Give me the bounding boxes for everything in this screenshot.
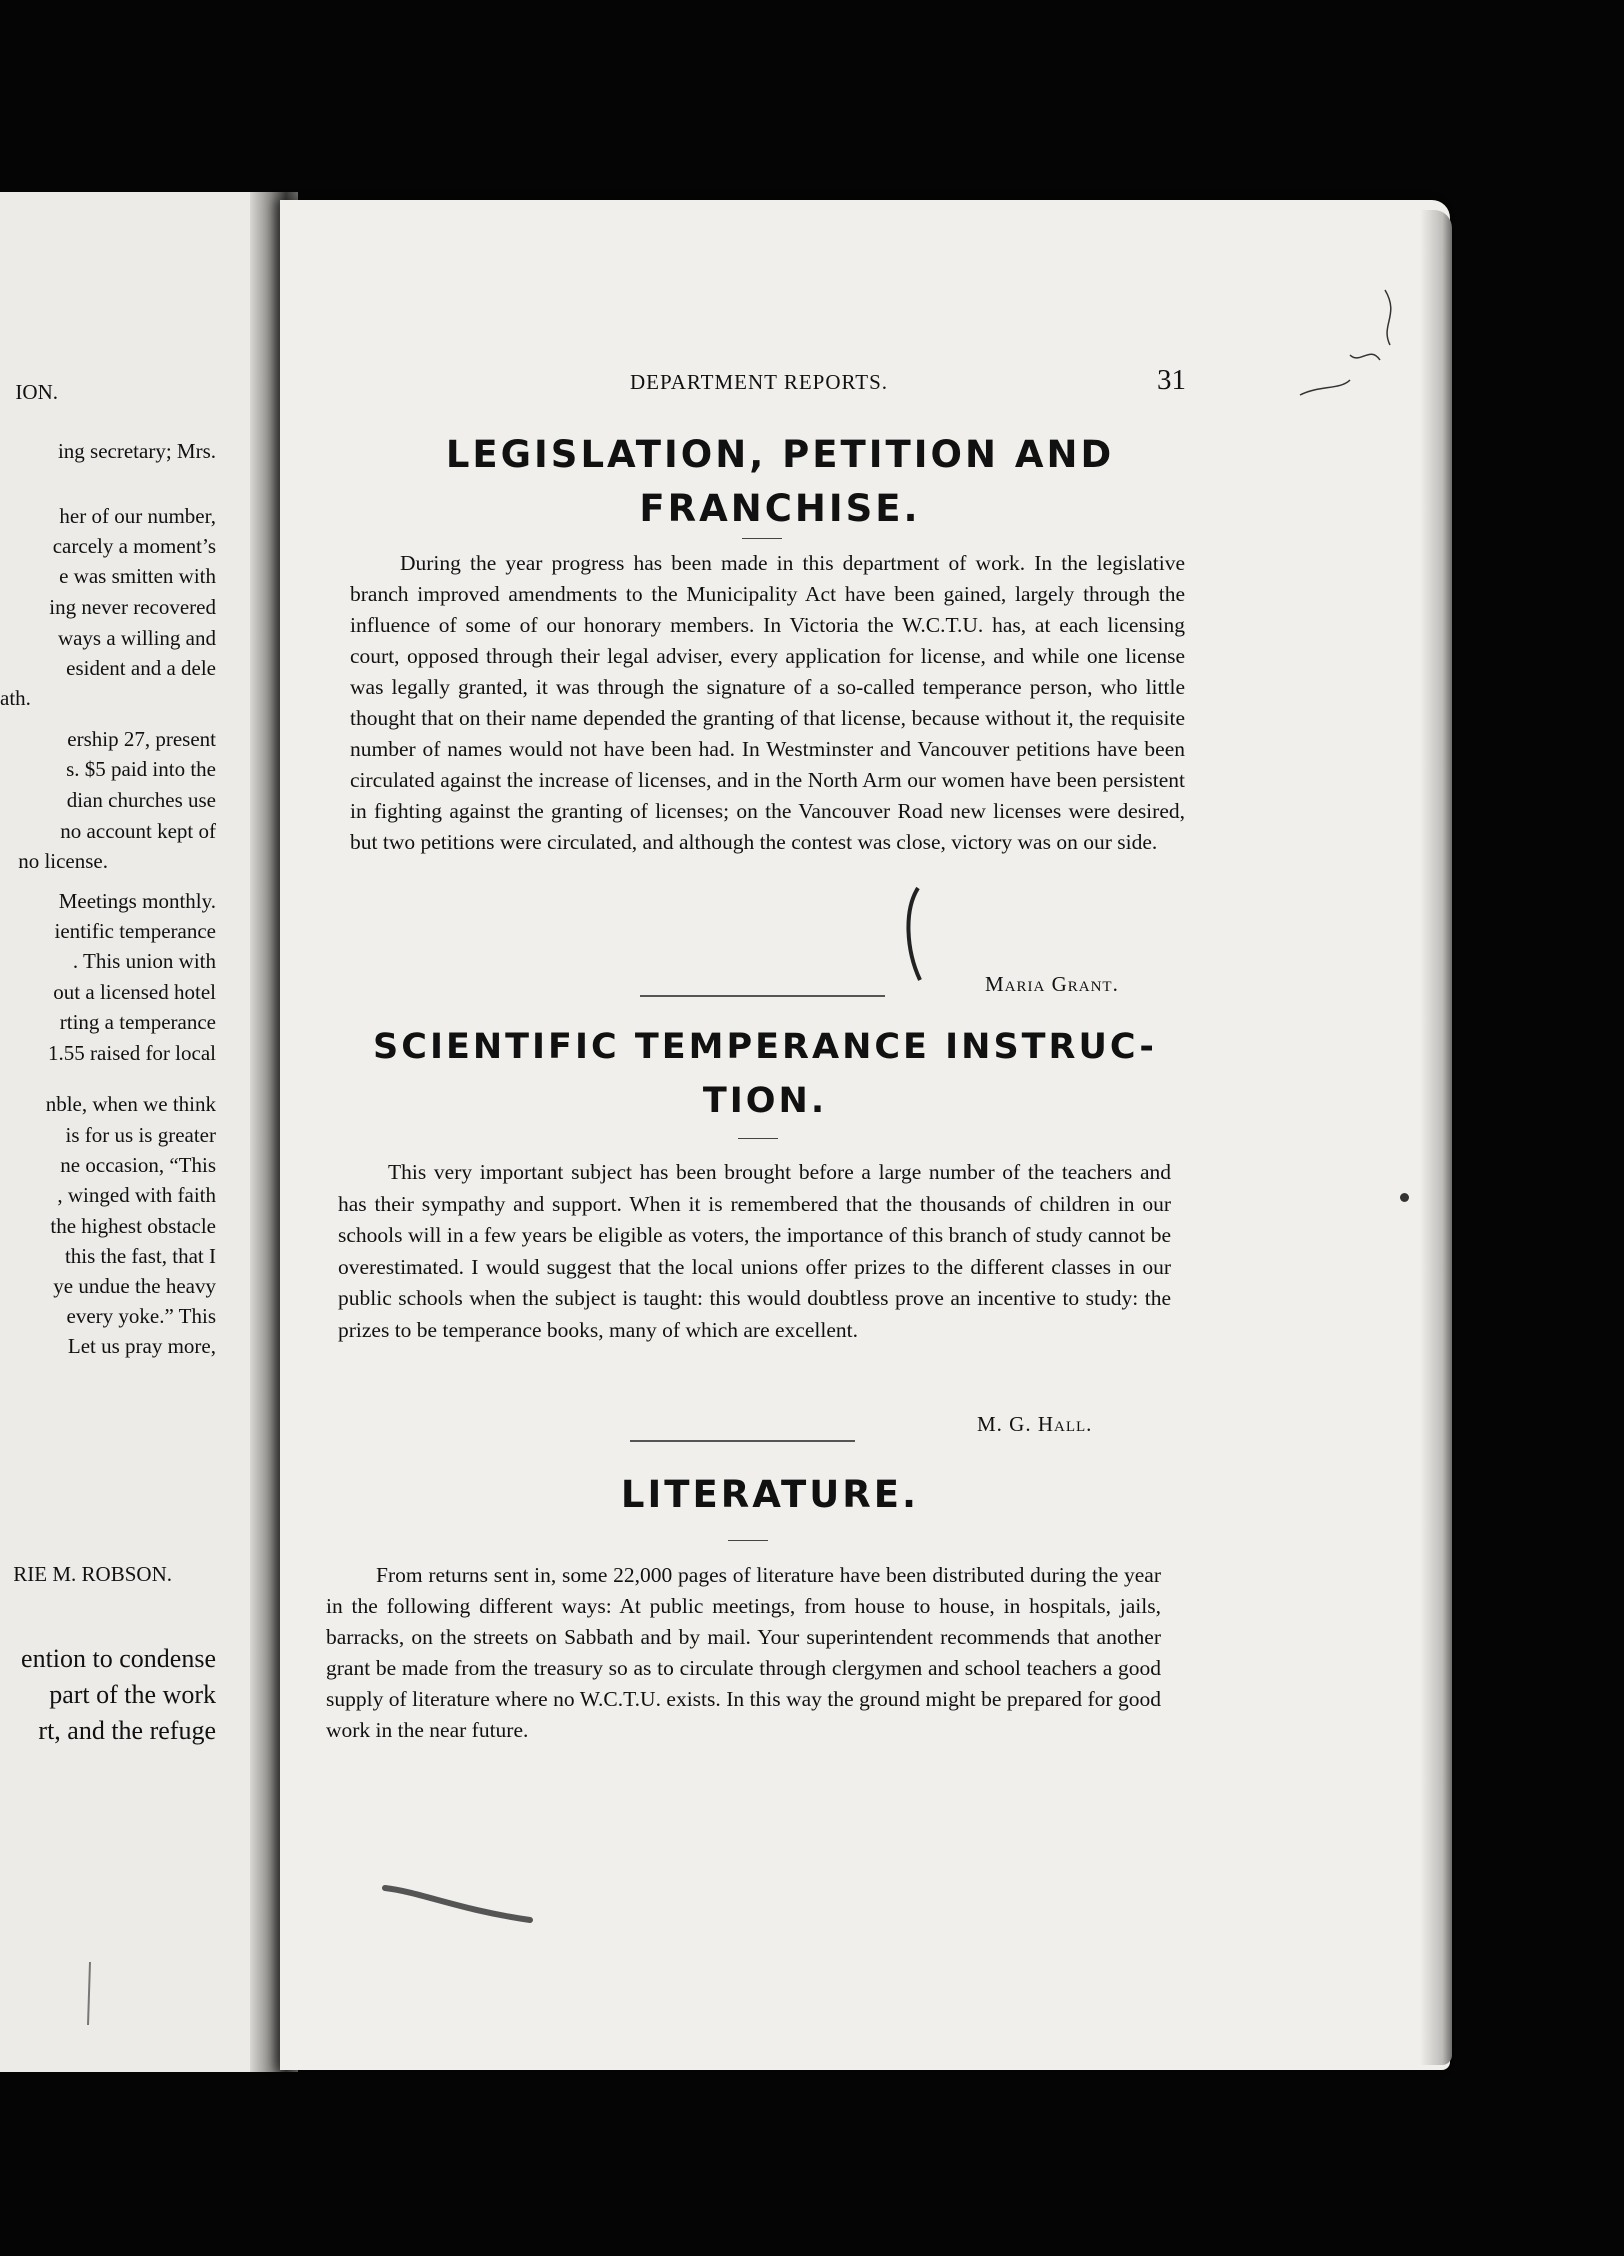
- section-divider: [640, 995, 885, 997]
- section-body-literature: [326, 1560, 1161, 1746]
- left-line: every yoke.” This: [66, 1304, 216, 1328]
- paragraph: During the year progress has been made in this department of work. In the legislative branch improved amendments to the Municipality Act have been gained, largely through the influence of some of our honorary members. In Victoria the W.C.T.U. has, at each licensing court, opposed through their legal adviser, every application for license, and while one license was legally granted, it was through the signature of a so-called temperance person, who little thought that on their name depended the granting of that license, because without it, the requisite number of names would not have been had. In Westminster and Vancouver petitions have been circulated against the increase of licenses, and in the North Arm our women have been persistent in fighting against the granting of licenses; on the Vancouver Road new licenses were desired, but two petitions were circulated, and although the contest was close, victory was on our side.: [350, 551, 1185, 854]
- left-line: ne occasion, “This: [60, 1153, 216, 1177]
- left-line: part of the work: [49, 1680, 216, 1709]
- left-line: ION.: [15, 380, 58, 404]
- left-line: esident and a dele: [66, 656, 216, 680]
- left-line: ath.: [0, 686, 31, 710]
- section-title-literature: [380, 1468, 1160, 1522]
- title-rule: [738, 1138, 778, 1139]
- left-line: Meetings monthly.: [58, 889, 216, 913]
- signature-m-g-hall: M. G. Hall.: [977, 1412, 1093, 1436]
- left-line: . This union with: [72, 949, 216, 973]
- section-title-scientific-temperance: [360, 1020, 1170, 1128]
- left-line: rt, and the refuge: [38, 1716, 216, 1745]
- section-title-line: LITERATURE.: [620, 1473, 920, 1516]
- left-line: Let us pray more,: [67, 1334, 216, 1358]
- ink-smudge: [380, 1880, 540, 1940]
- facing-page-left: [0, 192, 270, 2072]
- left-line: no license.: [18, 849, 108, 873]
- section-title-line: TION.: [702, 1081, 828, 1121]
- left-signature: RIE M. ROBSON.: [13, 1562, 172, 1586]
- title-rule: [742, 538, 782, 539]
- section-title-line: FRANCHISE.: [639, 487, 921, 530]
- left-line: her of our number,: [59, 504, 216, 528]
- left-line: ing secretary; Mrs.: [57, 439, 216, 463]
- left-line: e was smitten with: [59, 564, 216, 588]
- left-line: this the fast, that I: [64, 1244, 216, 1268]
- left-line: carcely a moment’s: [52, 534, 216, 558]
- left-line: ership 27, present: [67, 727, 216, 751]
- left-line: the highest obstacle: [50, 1214, 216, 1238]
- title-rule: [728, 1540, 768, 1541]
- left-line: dian churches use: [66, 788, 216, 812]
- left-line: 1.55 raised for local: [48, 1041, 216, 1065]
- left-line: nble, when we think: [45, 1092, 216, 1116]
- section-title-line: LEGISLATION, PETITION AND: [445, 433, 1115, 476]
- section-body-legislation: [350, 548, 1185, 858]
- ink-scribble: [1290, 285, 1410, 405]
- left-line: s. $5 paid into the: [66, 757, 216, 781]
- left-line: ways a willing and: [57, 626, 216, 650]
- section-body-scientific-temperance: [338, 1157, 1171, 1346]
- left-line: is for us is greater: [65, 1123, 216, 1147]
- paragraph: This very important subject has been brought before a large number of the teachers and has their sympathy and support. When it is remembered that the thousands of children in our schools will in a few years be eligible as voters, the importance of this branch of study cannot be overestimated. I would suggest that the local unions offer prizes to the different classes in our public schools when the subject is taught: this would doubtless prove an incentive to study: the prizes to be temperance books, many of which are excellent.: [338, 1160, 1171, 1342]
- signature-maria-grant: Maria Grant.: [985, 972, 1119, 996]
- page-edge-shadow: [1420, 210, 1452, 2065]
- left-line: no account kept of: [60, 819, 216, 843]
- page-number: 31: [1157, 364, 1186, 396]
- ink-dot: [1400, 1193, 1409, 1202]
- paragraph: From returns sent in, some 22,000 pages of literature have been distributed during the year in the following different ways: At public meetings, from house to house, in hospitals, jails, barracks, on the streets on Sabbath and by mail. Your superintendent recommends that another grant be made from the treasury so as to circulate through clergymen and school teachers a good supply of literature where no W.C.T.U. exists. In this way the ground might be prepared for good work in the near future.: [326, 1563, 1161, 1742]
- section-title-legislation: [380, 428, 1180, 536]
- section-title-line: SCIENTIFIC TEMPERANCE INSTRUC-: [373, 1027, 1157, 1067]
- ink-smudge: [900, 880, 930, 990]
- running-head: DEPARTMENT REPORTS.: [630, 370, 889, 394]
- left-line: out a licensed hotel: [53, 980, 216, 1004]
- section-divider: [630, 1440, 855, 1442]
- ink-mark: [80, 1960, 100, 2030]
- left-line: ye undue the heavy: [53, 1274, 216, 1298]
- left-line: rting a temperance: [59, 1010, 216, 1034]
- left-line: ientific temperance: [54, 919, 216, 943]
- left-line: ention to condense: [21, 1644, 216, 1673]
- left-line: , winged with faith: [57, 1183, 216, 1207]
- left-line: ing never recovered: [49, 595, 216, 619]
